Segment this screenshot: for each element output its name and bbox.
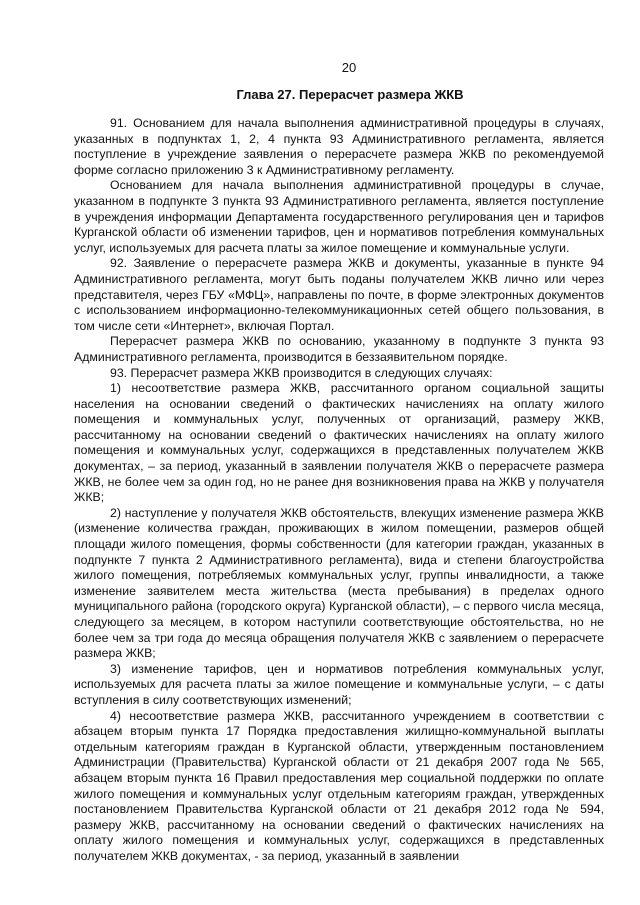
page-number: 20 [341, 60, 357, 75]
paragraph-93-item-2: 2) наступление у получателя ЖКВ обстоятельств, влекущих изменение размера ЖКВ (изменение количества граждан, проживающих в жилом помещении, размеров общей площади жилого помещения, формы собственности (для категории граждан, указанных в подпункте 7 пункта 2 Административного регламента), вида и степени благоустройства жилого помещения, потребляемых коммунальных услуг, группы инвалидности, а также изменение заявителем места жительства (места пребывания) в пределах одного муниципального района (городского округа) Курганской области), – с первого числа месяца, следующего за месяцем, в котором наступили соответствующие обстоятельства, но не более чем за три года до месяца обращения получателя ЖКВ с заявлением о перерасчете размера ЖКВ; [74, 505, 604, 661]
paragraph-91-basis-2: Основанием для начала выполнения административной процедуры в случае, указанном в подпункте 3 пункта 93 Административного регламента, является поступление в учреждения информации Департамента государственного регулирования цен и тарифов Курганской области об изменении тарифов, цен и нормативов потребления коммунальных услуг, используемых для расчета платы за жилое помещение и коммунальные услуги. [74, 178, 604, 255]
paragraph-93-item-1: 1) несоответствие размера ЖКВ, рассчитанного органом социальной защиты населения на основании сведений о фактических начислениях на оплату жилого помещения и коммунальных услуг, полученных от организаций, размеру ЖКВ, рассчитанному на основании сведений о фактических начислениях на оплату жилого помещения и коммунальных услуг, содержащихся в представленных получателем ЖКВ документах, – за период, указанный в заявлении получателя ЖКВ о перерасчете размера ЖКВ, не более чем за один год, но не ранее дня возникновения права на ЖКВ у получателя ЖКВ; [74, 381, 604, 505]
paragraph-93-item-3: 3) изменение тарифов, цен и нормативов потребления коммунальных услуг, используемых для расчета платы за жилое помещение и коммунальные услуги, – с даты вступления в силу соответствующих изменений; [74, 661, 604, 707]
paragraph-91: 91. Основанием для начала выполнения административной процедуры в случаях, указанных в подпунктах 1, 2, 4 пункта 93 Административного регламента, является поступление в учреждение заявления о перерасчете размера ЖКВ по рекомендуемой форме согласно приложению 3 к Административному регламенту. [74, 116, 604, 177]
paragraph-92-recalc: Перерасчет размера ЖКВ по основанию, указанному в подпункте 3 пункта 93 Административного регламента, производится в беззаявительном порядке. [74, 334, 604, 364]
paragraph-93: 93. Перерасчет размера ЖКВ производится в следующих случаях: [110, 365, 493, 380]
paragraph-92: 92. Заявление о перерасчете размера ЖКВ и документы, указанные в пункте 94 Административного регламента, могут быть поданы получателем ЖКВ лично или через представителя, через ГБУ «МФЦ», направлены по почте, в форме электронных документов с использованием информационно-телекоммуникационных сетей общего пользования, в том числе сети «Интернет», включая Портал. [74, 256, 604, 333]
chapter-title: Глава 27. Перерасчет размера ЖКВ [236, 87, 464, 102]
paragraph-93-item-4: 4) несоответствие размера ЖКВ, рассчитанного учреждением в соответствии с абзацем вторым пункта 17 Порядка предоставления жилищно-коммунальной выплаты отдельным категориям граждан в Курганской области, утвержденным постановлением Администрации (Правительства) Курганской области от 21 декабря 2007 года № 565, абзацем вторым пункта 16 Правил предоставления мер социальной поддержки по оплате жилого помещения и коммунальных услуг отдельным категориям граждан, утвержденных постановлением Правительства Курганской области от 21 декабря 2012 года № 594, размеру ЖКВ, рассчитанному на основании сведений о фактических начислениях на оплату жилого помещения и коммунальных услуг, содержащихся в представленных получателем ЖКВ документах, - за период, указанный в заявлении [74, 708, 604, 863]
